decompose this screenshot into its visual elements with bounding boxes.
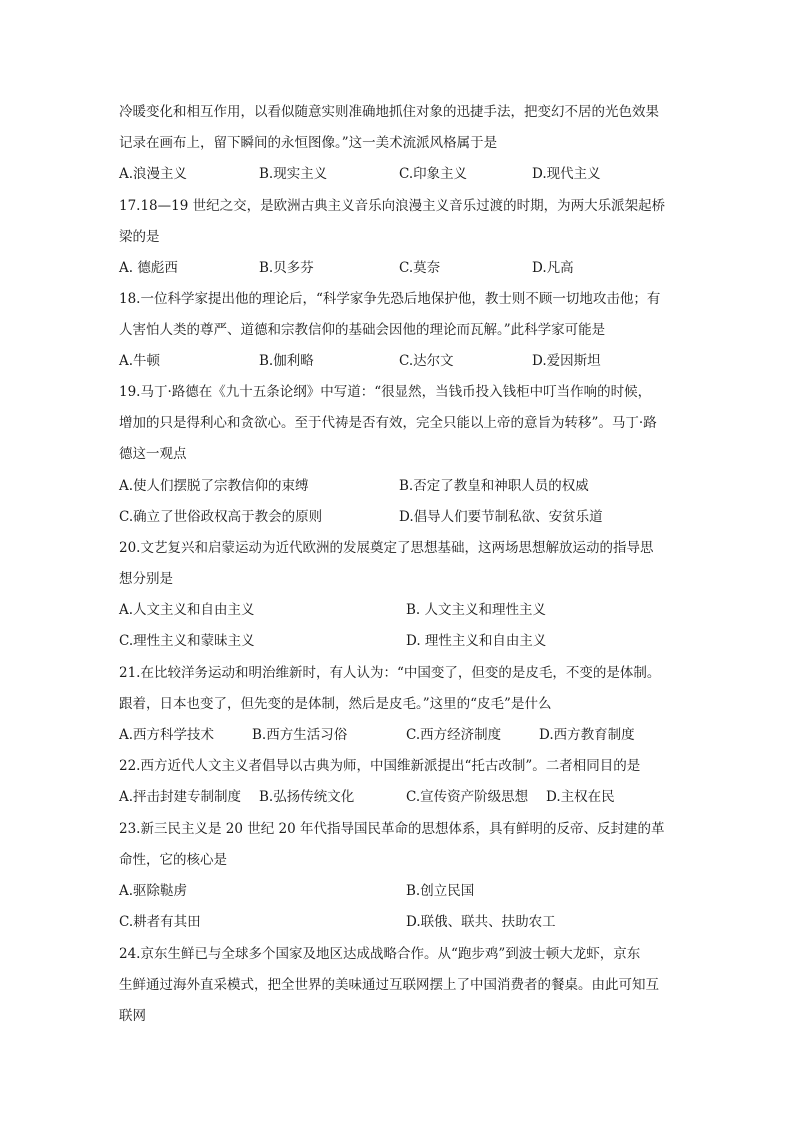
q17-option-a: A. 德彪西 [119, 260, 178, 276]
q22-option-a: A.抨击封建专制制度 [119, 789, 242, 805]
q20-option-a: A.人文主义和自由主义 [119, 602, 255, 618]
q17-line-2: 梁的是 [119, 229, 160, 245]
q19-option-d: D.倡导人们要节制私欲、安贫乐道 [399, 509, 603, 525]
q17-line-1: 17.18—19 世纪之交，是欧洲古典主义音乐向浪漫主义音乐过渡的时期，为两大乐派架起桥 [119, 198, 666, 214]
q18-line-2: 人害怕人类的尊严、道德和宗教信仰的基础会因他的理论而瓦解。”此科学家可能是 [119, 322, 606, 338]
q16-line-2: 记录在画布上，留下瞬间的永恒图像。”这一美术流派风格属于是 [119, 135, 498, 151]
q18-option-c: C.达尔文 [399, 353, 454, 369]
q19-line-2: 增加的只是得利心和贪欲心。至于代祷是否有效，完全只能以上帝的意旨为转移”。马丁·路 [119, 415, 657, 431]
q17-option-c: C.莫奈 [399, 260, 441, 276]
q19-option-c: C.确立了世俗政权高于教会的原则 [119, 509, 323, 525]
q24-line-3: 联网 [119, 1008, 146, 1024]
q23-option-b: B.创立民国 [406, 883, 475, 899]
q21-option-c: C.西方经济制度 [406, 727, 502, 743]
q18-option-d: D.爱因斯坦 [532, 353, 601, 369]
q19-option-a: A.使人们摆脱了宗教信仰的束缚 [119, 478, 309, 494]
q18-option-a: A.牛顿 [119, 353, 161, 369]
q22-option-c: C.宣传资产阶级思想 [406, 789, 529, 805]
q16-option-b: B.现实主义 [259, 166, 328, 182]
q16-option-c: C.印象主义 [399, 166, 468, 182]
q21-option-d: D.西方教育制度 [539, 727, 635, 743]
q20-option-b: B. 人文主义和理性主义 [406, 602, 547, 618]
q20-line-2: 想分别是 [119, 571, 173, 587]
q21-option-b: B.西方生活习俗 [252, 727, 348, 743]
q18-line-1: 18.一位科学家提出他的理论后，“科学家争先恐后地保护他，教士则不顾一切地攻击他；有 [119, 291, 661, 307]
q19-line-1: 19.马丁·路德在《九十五条论纲》中写道：“很显然，当钱币投入钱柜中叮当作响的时候， [119, 384, 652, 400]
q18-option-b: B.伽利略 [259, 353, 314, 369]
q21-option-a: A.西方科学技术 [119, 727, 215, 743]
q19-option-b: B.否定了教皇和神职人员的权威 [399, 478, 589, 494]
q16-line-1: 冷暖变化和相互作用，以看似随意实则准确地抓住对象的迅捷手法，把变幻不居的光色效果 [119, 104, 659, 120]
q21-line-1: 21.在比较洋务运动和明治维新时，有人认为：“中国变了，但变的是皮毛，不变的是体制。 [119, 665, 661, 681]
q24-line-2: 生鲜通过海外直采模式，把全世界的美味通过互联网摆上了中国消费者的餐桌。由此可知互 [119, 977, 659, 993]
q17-option-b: B.贝多芬 [259, 260, 314, 276]
q20-line-1: 20.文艺复兴和启蒙运动为近代欧洲的发展奠定了思想基础，这两场思想解放运动的指导思 [119, 540, 654, 556]
q23-option-c: C.耕者有其田 [119, 914, 201, 930]
q23-line-1: 23.新三民主义是 20 世纪 20 年代指导国民革命的思想体系，具有鲜明的反帝、反封建的革 [119, 821, 665, 837]
q24-line-1: 24.京东生鲜已与全球多个国家及地区达成战略合作。从“跑步鸡”到波士顿大龙虾，京东 [119, 946, 641, 962]
q20-option-c: C.理性主义和蒙昧主义 [119, 633, 255, 649]
q16-option-a: A.浪漫主义 [119, 166, 188, 182]
q16-option-d: D.现代主义 [532, 166, 601, 182]
q22-option-b: B.弘扬传统文化 [259, 789, 355, 805]
q21-line-2: 跟着，日本也变了，但先变的是体制，然后是皮毛。”这里的“皮毛”是什么 [119, 696, 552, 712]
q22-line-1: 22.西方近代人文主义者倡导以古典为师，中国维新派提出“托古改制”。二者相同目的是 [119, 758, 641, 774]
q23-line-2: 命性，它的核心是 [119, 852, 227, 868]
q23-option-d: D.联俄、联共、扶助农工 [406, 914, 556, 930]
q22-option-d: D.主权在民 [546, 789, 615, 805]
q17-option-d: D.凡高 [532, 260, 574, 276]
q20-option-d: D. 理性主义和自由主义 [406, 633, 547, 649]
q19-line-3: 德这一观点 [119, 446, 187, 462]
q23-option-a: A.驱除鞑虏 [119, 883, 188, 899]
